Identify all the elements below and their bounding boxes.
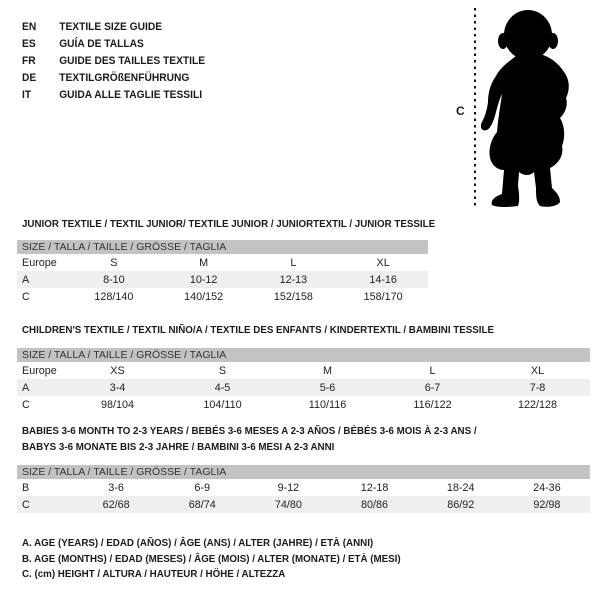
language-title: TEXTILGRÖßENFÜHRUNG bbox=[59, 71, 190, 84]
table-cell: 7-8 bbox=[485, 379, 590, 396]
row-label: B bbox=[22, 481, 30, 494]
language-title: GUIDE DES TAILLES TEXTILE bbox=[59, 54, 206, 67]
table-cell: S bbox=[218, 364, 227, 377]
row-label: C bbox=[22, 290, 30, 303]
language-row-en bbox=[22, 18, 205, 35]
row-label: C bbox=[17, 496, 73, 513]
table-cell: 62/68 bbox=[73, 496, 159, 513]
table-row-b bbox=[17, 479, 590, 496]
height-measure-dotted-line bbox=[474, 8, 476, 206]
legend-line-a: A. AGE (YEARS) / EDAD (AÑOS) / ÂGE (ANS) / ALTER (JAHRE) / ETÀ (ANNI) bbox=[22, 537, 374, 549]
table-cell: XS bbox=[110, 364, 125, 377]
table-cell: 18-24 bbox=[446, 481, 475, 494]
language-title: TEXTILE SIZE GUIDE bbox=[59, 20, 163, 33]
table-cell: XL bbox=[376, 256, 390, 269]
table-cell: 10-12 bbox=[159, 271, 249, 288]
table-cell: L bbox=[429, 364, 436, 377]
language-row-fr bbox=[22, 52, 205, 69]
junior-size-table bbox=[17, 240, 428, 305]
language-code: FR bbox=[22, 54, 36, 67]
table-cell: 122/128 bbox=[517, 398, 558, 411]
height-measure-label: C bbox=[456, 104, 465, 118]
size-header-label: SIZE / TALLA / TAILLE / GRÖSSE / TAGLIA bbox=[17, 348, 590, 362]
table-row-c bbox=[17, 396, 590, 413]
size-header-row bbox=[17, 348, 590, 362]
table-cell: 80/86 bbox=[331, 496, 417, 513]
table-cell: 12-13 bbox=[249, 271, 339, 288]
table-cell: 98/104 bbox=[100, 398, 135, 411]
table-cell: 14-16 bbox=[338, 271, 428, 288]
section-title-babies bbox=[22, 423, 477, 455]
row-label: Europe bbox=[22, 364, 57, 377]
table-cell: M bbox=[199, 256, 209, 269]
table-cell: 6-7 bbox=[380, 379, 485, 396]
table-cell: 128/140 bbox=[94, 290, 134, 303]
table-cell: XL bbox=[530, 364, 545, 377]
table-cell: 6-9 bbox=[194, 481, 211, 494]
table-cell: 92/98 bbox=[504, 496, 590, 513]
table-cell: S bbox=[110, 256, 118, 269]
language-title-list bbox=[22, 18, 219, 103]
size-header-row bbox=[17, 240, 428, 254]
size-header-row bbox=[17, 465, 590, 479]
babies-size-table bbox=[17, 465, 590, 513]
table-row-a bbox=[17, 379, 590, 396]
language-title: GUIDA ALLE TAGLIE TESSILI bbox=[59, 88, 203, 101]
table-cell: 104/110 bbox=[203, 398, 242, 411]
language-code: IT bbox=[22, 88, 32, 101]
table-row-c bbox=[17, 288, 428, 305]
table-cell: 12-18 bbox=[360, 481, 389, 494]
language-title: GUÍA DE TALLAS bbox=[59, 37, 144, 50]
table-cell: 3-6 bbox=[108, 481, 124, 494]
language-code: ES bbox=[22, 37, 36, 50]
row-label: A bbox=[17, 379, 65, 396]
table-cell: 24-36 bbox=[533, 481, 561, 494]
table-cell: 140/152 bbox=[184, 290, 224, 303]
table-row-europe bbox=[17, 362, 590, 379]
row-label: A bbox=[17, 271, 69, 288]
language-code: EN bbox=[22, 20, 37, 33]
section-title-junior: JUNIOR TEXTILE / TEXTIL JUNIOR/ TEXTILE JUNIOR / JUNIORTEXTIL / JUNIOR TESSILE bbox=[22, 218, 436, 230]
table-cell: 68/74 bbox=[159, 496, 245, 513]
language-row-es bbox=[22, 35, 205, 52]
table-cell: L bbox=[290, 256, 297, 269]
table-cell: 74/80 bbox=[245, 496, 331, 513]
table-cell: 4-5 bbox=[170, 379, 275, 396]
language-row-it bbox=[22, 86, 205, 103]
size-header-label: SIZE / TALLA / TAILLE / GRÖSSE / TAGLIA bbox=[17, 240, 428, 254]
row-label: Europe bbox=[22, 256, 57, 269]
language-code: DE bbox=[22, 71, 37, 84]
table-cell: 110/116 bbox=[308, 398, 347, 411]
row-label: C bbox=[22, 398, 30, 411]
table-cell: 86/92 bbox=[418, 496, 504, 513]
size-header-label: SIZE / TALLA / TAILLE / GRÖSSE / TAGLIA bbox=[17, 465, 590, 479]
table-cell: 5-6 bbox=[275, 379, 380, 396]
table-cell: M bbox=[323, 364, 332, 377]
section-title-babies-line1: BABIES 3-6 MONTH TO 2-3 YEARS / BEBÉS 3-6 MESES A 2-3 AÑOS / BÉBÉS 3-6 MOIS À 2-3 ANS / bbox=[22, 425, 477, 437]
legend-line-b: B. AGE (MONTHS) / EDAD (MESES) / ÂGE (MOIS) / ALTER (MONATE) / ETÀ (MESI) bbox=[22, 552, 401, 565]
table-cell: 158/170 bbox=[363, 290, 403, 303]
table-row-a bbox=[17, 271, 428, 288]
legend-line-c: C. (cm) HEIGHT / ALTURA / HAUTEUR / HÖHE / ALTEZZA bbox=[22, 568, 286, 580]
section-title-babies-line2: BABYS 3-6 MONATE BIS 2-3 JAHRE / BAMBINI 3-6 MESI A 2-3 ANNI bbox=[22, 441, 335, 453]
section-title-children: CHILDREN'S TEXTILE / TEXTIL NIÑO/A / TEXTILE DES ENFANTS / KINDERTEXTIL / BAMBINI TESSILE bbox=[22, 324, 494, 336]
table-row-c bbox=[17, 496, 590, 513]
table-cell: 9-12 bbox=[277, 481, 300, 494]
table-cell: 3-4 bbox=[65, 379, 170, 396]
measure-legend bbox=[22, 536, 429, 583]
children-size-table bbox=[17, 348, 590, 413]
table-cell: 116/122 bbox=[413, 398, 452, 411]
table-cell: 8-10 bbox=[69, 271, 159, 288]
table-row-europe bbox=[17, 254, 428, 271]
language-row-de bbox=[22, 69, 205, 86]
table-cell: 152/158 bbox=[273, 290, 313, 303]
toddler-silhouette-icon bbox=[478, 8, 578, 208]
